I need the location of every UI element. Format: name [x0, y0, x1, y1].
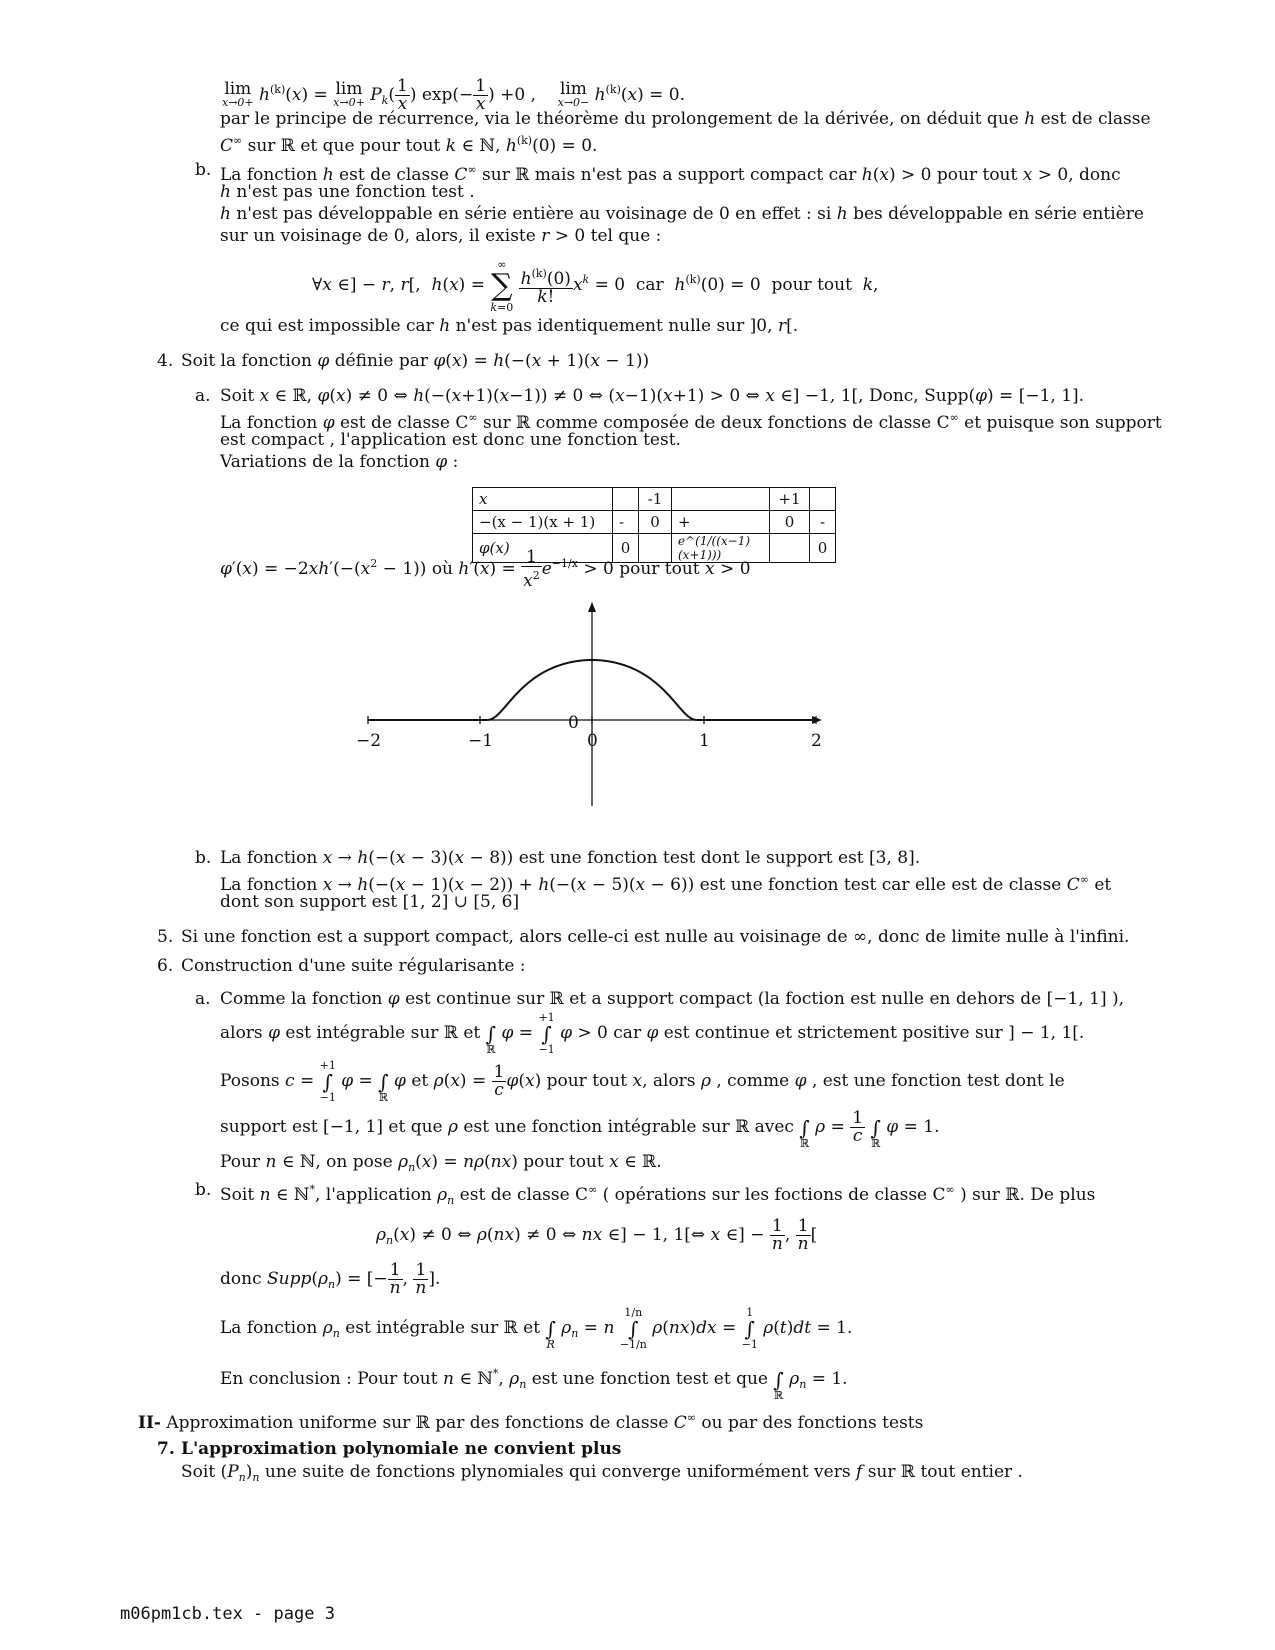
item-b2-line-3: dont son support est [1, 2] ∪ [5, 6]: [220, 892, 520, 912]
table-cell: 0: [613, 534, 639, 563]
item-b-line-4: sur un voisinage de 0, alors, il existe r > 0 tel que :: [220, 226, 662, 246]
recurrence-line: par le principe de récurrence, via le théorème du prolongement de la dérivée, on déduit que h est de classe: [220, 109, 1151, 129]
item-7-text: Soit $(P_n)_n$ une suite de fonctions plynomiales qui converge uniformément vers f sur ℝ tout entier .: [181, 1462, 1023, 1484]
item-5-text: Si une fonction est a support compact, alors celle-ci est nulle au voisinage de ∞, donc de limite nulle à l'infini.: [181, 927, 1130, 947]
item-6-text: Construction d'une suite régularisante :: [181, 956, 526, 976]
item-a-line-2: La fonction φ est de classe C∞ sur ℝ comme composée de deux fonctions de classe C∞ et puisque son support: [220, 411, 1162, 433]
table-cell: −(x − 1)(x + 1): [473, 511, 613, 534]
derivative-formula: $\varphi'(x) = -2xh'(-(x^2 - 1))$ où h′(x) = $\frac{1}{x^2}$ $e^{-1/x} > 0$ pour tout x > 0: [220, 547, 751, 591]
item-6b-line-4: La fonction $\rho_n$ est intégrable sur ℝ et ∫ R $\rho_n = n$ 1/n ∫ −1/n ρ(nx)dx = 1 ∫ −1 ρ(t)dt = 1.: [220, 1305, 853, 1351]
item-b-line-6: ce qui est impossible car h n'est pas identiquement nulle sur ]0, r[.: [220, 316, 799, 336]
item-b2-line-2: La fonction x → h(−(x − 1)(x − 2)) + h(−(x − 5)(x − 6)) est une fonction test car elle est de classe C∞ et: [220, 873, 1112, 895]
limit-formula: lim x→0+ $h^{(k)}(x) = \lim$ x→0+ $P_k$( $\frac{1}{x}$ ) exp(− $\frac{1}{x}$ ) +0 , lim x→0− $h^{(k)}(x) = 0$.: [222, 76, 686, 114]
table-cell: 0: [810, 534, 836, 563]
origin-label: 0: [568, 713, 579, 733]
table-cell: [613, 488, 639, 511]
table-row: [473, 488, 836, 511]
table-cell: +1: [770, 488, 810, 511]
series-formula: ∀x ∈] − r, r[, h(x) = ∞ ∑ k=0 $\frac{h^{(k)}(0)}{k!}$ $x^k = 0$ car $h^{(k)}(0) = 0$ pour tout k,: [312, 257, 879, 314]
table-row: [473, 511, 836, 534]
item-b2-line-1: La fonction x → h(−(x − 3)(x − 8)) est une fonction test dont le support est [3, 8].: [220, 848, 921, 868]
table-cell: +: [672, 511, 770, 534]
support-formula: $\rho_n(x) \ne 0$ ⇔ ρ(nx) ≠ 0 ⇔ nx ∈] − 1, 1[⇔ x ∈] − $\frac{1}{n}$ , $\frac{1}{n}$ [: [376, 1216, 818, 1254]
item-6b-line-1: Soit n ∈ ℕ*, l'application $\rho_n$ est de classe C∞ ( opérations sur les foctions de classe C∞ ) sur ℝ. De plus: [220, 1183, 1096, 1207]
item-7-title: L'approximation polynomiale ne convient plus: [181, 1439, 622, 1459]
page-footer: m06pm1cb.tex - page 3: [120, 1604, 335, 1624]
table-cell: 0: [639, 511, 672, 534]
table-cell: -1: [639, 488, 672, 511]
table-cell: 0: [770, 511, 810, 534]
item-6-label: 6.: [157, 956, 174, 976]
item-a-line-1: Soit x ∈ ℝ, φ(x) ≠ 0 ⇔ h(−(x+1)(x−1)) ≠ 0 ⇔ (x−1)(x+1) > 0 ⇔ x ∈] −1, 1[, Donc, Supp(φ) = [−1, 1].: [220, 386, 1085, 406]
table-cell: φ(x): [473, 534, 613, 563]
table-cell: -: [810, 511, 836, 534]
item-b-line-3: h n'est pas développable en série entière au voisinage de 0 en effet : si h bes développable en série entière: [220, 204, 1144, 224]
item-6b-label: b.: [195, 1180, 212, 1200]
item-b-label: b.: [195, 160, 212, 180]
item-a-label: a.: [195, 386, 211, 406]
x-tick-label: −2: [356, 731, 382, 751]
bump-function-graph: [356, 600, 830, 820]
item-5-label: 5.: [157, 927, 174, 947]
part-2-heading: II- Approximation uniforme sur ℝ par des fonctions de classe C∞ ou par des fonctions tests: [138, 1411, 924, 1433]
item-b-line-1: La fonction h est de classe C∞ sur ℝ mais n'est pas a support compact car h(x) > 0 pour tout x > 0, donc: [220, 163, 1121, 185]
item-6a-line-1: Comme la fonction φ est continue sur ℝ et a support compact (la foction est nulle en dehors de [−1, 1] ),: [220, 989, 1125, 1009]
table-cell: -: [613, 511, 639, 534]
item-a-line-3: est compact , l'application est donc une fonction test.: [220, 430, 681, 450]
item-6a-line-2: alors φ est intégrable sur ℝ et ∫ ℝ φ = +1 ∫ −1 φ > 0 car φ est continue et strictement positive sur ] − 1, 1[.: [220, 1010, 1085, 1056]
table-cell: [810, 488, 836, 511]
item-6a-line-5: Pour n ∈ ℕ, on pose $\rho_n(x) = n\rho(nx)$ pour tout x ∈ ℝ.: [220, 1152, 662, 1174]
item-7-label: 7.: [157, 1439, 175, 1459]
x-tick-label: 2: [811, 731, 822, 751]
item-6a-label: a.: [195, 989, 211, 1009]
item-4-text: Soit la fonction φ définie par φ(x) = h(−(x + 1)(x − 1)): [181, 351, 650, 371]
x-tick-label: 0: [587, 731, 598, 751]
recurrence-line-2: C∞ sur ℝ et que pour tout k ∈ ℕ, $h^{(k)}(0) = 0$.: [220, 134, 598, 156]
item-6b-line-5: En conclusion : Pour tout n ∈ ℕ*, $\rho_n$ est une fonction test et que ∫ ℝ $\rho_n = 1$.: [220, 1367, 848, 1402]
x-tick-label: −1: [468, 731, 494, 751]
table-cell: e^(1/((x−1)(x+1))): [672, 534, 770, 563]
item-a-line-4: Variations de la fonction φ :: [220, 452, 459, 472]
table-cell: [672, 488, 770, 511]
item-b2-label: b.: [195, 848, 212, 868]
table-cell: [770, 534, 810, 563]
x-tick-label: 1: [699, 731, 710, 751]
item-b-line-2: h n'est pas une fonction test .: [220, 182, 475, 202]
item-6a-line-4: support est [−1, 1] et que ρ est une fonction intégrable sur ℝ avec ∫ ℝ ρ = $\frac{1}{c}$ ∫ ℝ φ = 1.: [220, 1108, 940, 1150]
item-6b-line-3: donc $Supp(\rho_n)$ = [− $\frac{1}{n}$ , $\frac{1}{n}$ ].: [220, 1260, 441, 1298]
item-4-label: 4.: [157, 351, 174, 371]
y-axis: [588, 602, 596, 806]
item-6a-line-3: Posons c = +1 ∫ −1 φ = ∫ ℝ φ et ρ(x) = $\frac{1}{c}$ φ(x) pour tout x, alors ρ , comme φ , est une fonction test dont le: [220, 1058, 1065, 1104]
table-cell: x: [473, 488, 613, 511]
